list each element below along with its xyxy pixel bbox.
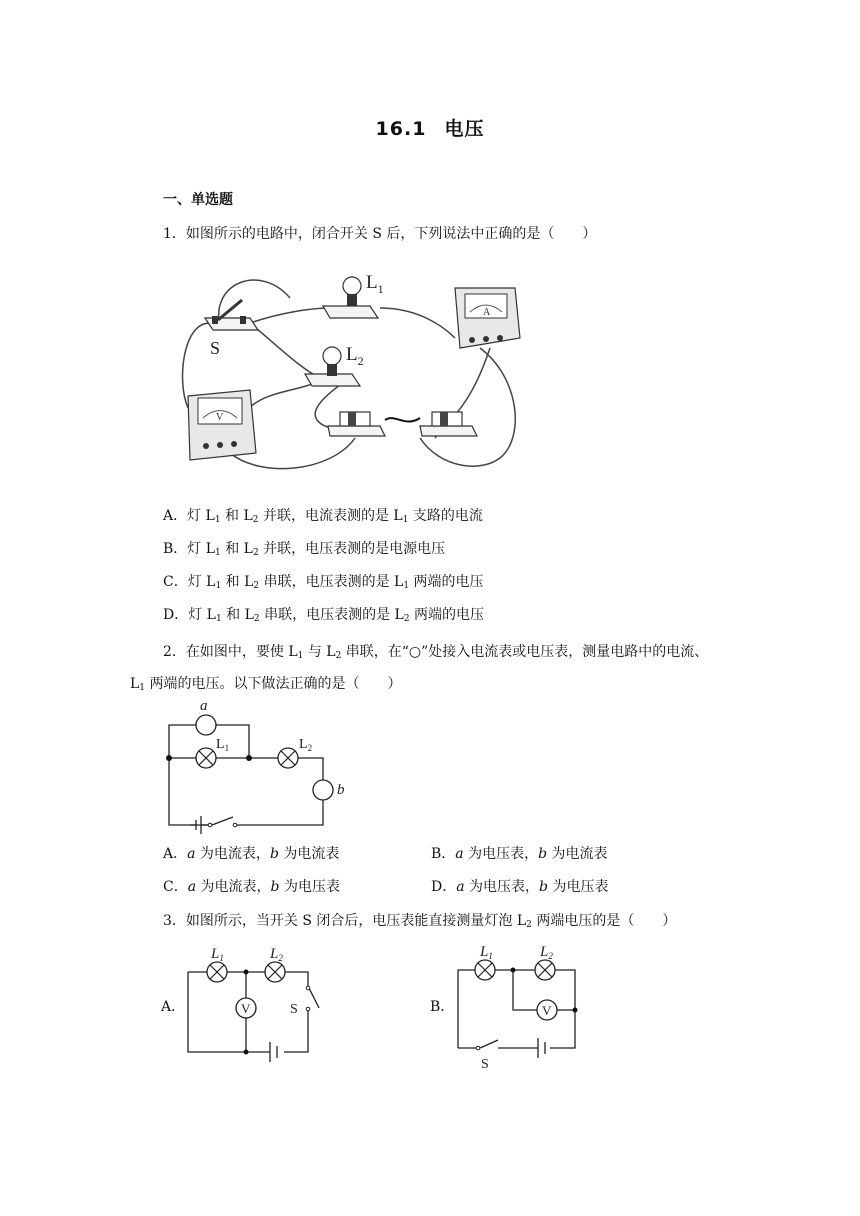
svg-text:L1: $L_1$ bbox=[480, 944, 493, 961]
ammeter-device bbox=[455, 288, 520, 348]
meter-b bbox=[313, 780, 333, 800]
q1-circuit-figure bbox=[180, 268, 525, 483]
battery-1 bbox=[328, 412, 385, 436]
q2-option-d[interactable]: D．a 为电压表，b 为电压表 bbox=[431, 879, 609, 895]
section-heading: 一、单选题 bbox=[163, 192, 233, 208]
q3-stem: 3．如图所示，当开关 S 闭合后，电压表能直接测量灯泡 $L_2$ 两端电压的是（ ） bbox=[163, 913, 677, 930]
svg-text:V: V bbox=[216, 412, 224, 423]
voltmeter-device bbox=[188, 390, 256, 460]
svg-text:L1: $L_1$ bbox=[366, 272, 384, 296]
svg-text:A: A bbox=[483, 307, 491, 318]
meter-a bbox=[196, 715, 216, 735]
q2-circuit-figure bbox=[160, 700, 360, 835]
q2-option-c[interactable]: C．a 为电流表，b 为电压表 bbox=[163, 879, 340, 895]
q3-circuit-a bbox=[180, 938, 330, 1068]
svg-text:S: S bbox=[290, 1002, 298, 1017]
q1-option-d[interactable]: D．灯 $L_1$ 和 $L_2$ 串联，电压表测的是 $L_2$ 两端的电压 bbox=[163, 607, 485, 624]
q2-stem-line1: 2．在如图中，要使 $L_1$ 与 $L_2$ 串联，在“○”处接入电流表或电压表，测量电路中的电流、 bbox=[163, 644, 709, 661]
svg-text:V: V bbox=[542, 1003, 552, 1018]
lamp-l2 bbox=[278, 748, 298, 768]
q3a-lamp-l1 bbox=[207, 962, 227, 982]
svg-text:L2: $L_2$ bbox=[346, 344, 364, 368]
title-number: 16.1 bbox=[375, 118, 427, 140]
title-text: 电压 bbox=[444, 118, 485, 140]
q2-stem-line2: $L_1$ 两端的电压。以下做法正确的是（ ） bbox=[130, 676, 402, 693]
lamp-l1 bbox=[196, 748, 216, 768]
svg-text:V: V bbox=[241, 1001, 251, 1016]
q1-option-c[interactable]: C．灯 $L_1$ 和 $L_2$ 串联，电压表测的是 $L_1$ 两端的电压 bbox=[163, 574, 484, 591]
svg-text:a: a bbox=[200, 700, 208, 714]
svg-text:S: S bbox=[481, 1057, 489, 1072]
svg-text:L2: $L_2$ bbox=[299, 737, 313, 753]
q1-option-b[interactable]: B．灯 $L_1$ 和 $L_2$ 并联，电压表测的是电源电压 bbox=[163, 541, 446, 558]
q1-option-a[interactable]: A．灯 $L_1$ 和 $L_2$ 并联，电流表测的是 $L_1$ 支路的电流 bbox=[163, 508, 483, 525]
switch-device bbox=[205, 300, 258, 330]
svg-text:L1: $L_1$ bbox=[211, 946, 224, 963]
battery-2 bbox=[420, 412, 477, 436]
q2-option-b[interactable]: B．a 为电压表，b 为电流表 bbox=[431, 846, 608, 862]
svg-text:L2: $L_2$ bbox=[540, 944, 553, 961]
q1-label-s: S bbox=[210, 338, 221, 358]
page-title bbox=[0, 114, 860, 141]
q2-option-a[interactable]: A．a 为电流表，b 为电流表 bbox=[163, 846, 340, 862]
q3-circuit-b bbox=[450, 938, 590, 1073]
svg-text:L2: $L_2$ bbox=[270, 946, 283, 963]
svg-text:L1: $L_1$ bbox=[216, 737, 230, 753]
q3-option-a[interactable]: A． bbox=[161, 999, 186, 1015]
q3a-lamp-l2 bbox=[265, 962, 285, 982]
svg-text:b: b bbox=[337, 782, 345, 798]
q3b-lamp-l1 bbox=[475, 960, 495, 980]
q3b-lamp-l2 bbox=[535, 960, 555, 980]
q3-option-b[interactable]: B． bbox=[430, 999, 455, 1015]
q1-stem: 1．如图所示的电路中，闭合开关 S 后，下列说法中正确的是（ ） bbox=[163, 226, 597, 242]
